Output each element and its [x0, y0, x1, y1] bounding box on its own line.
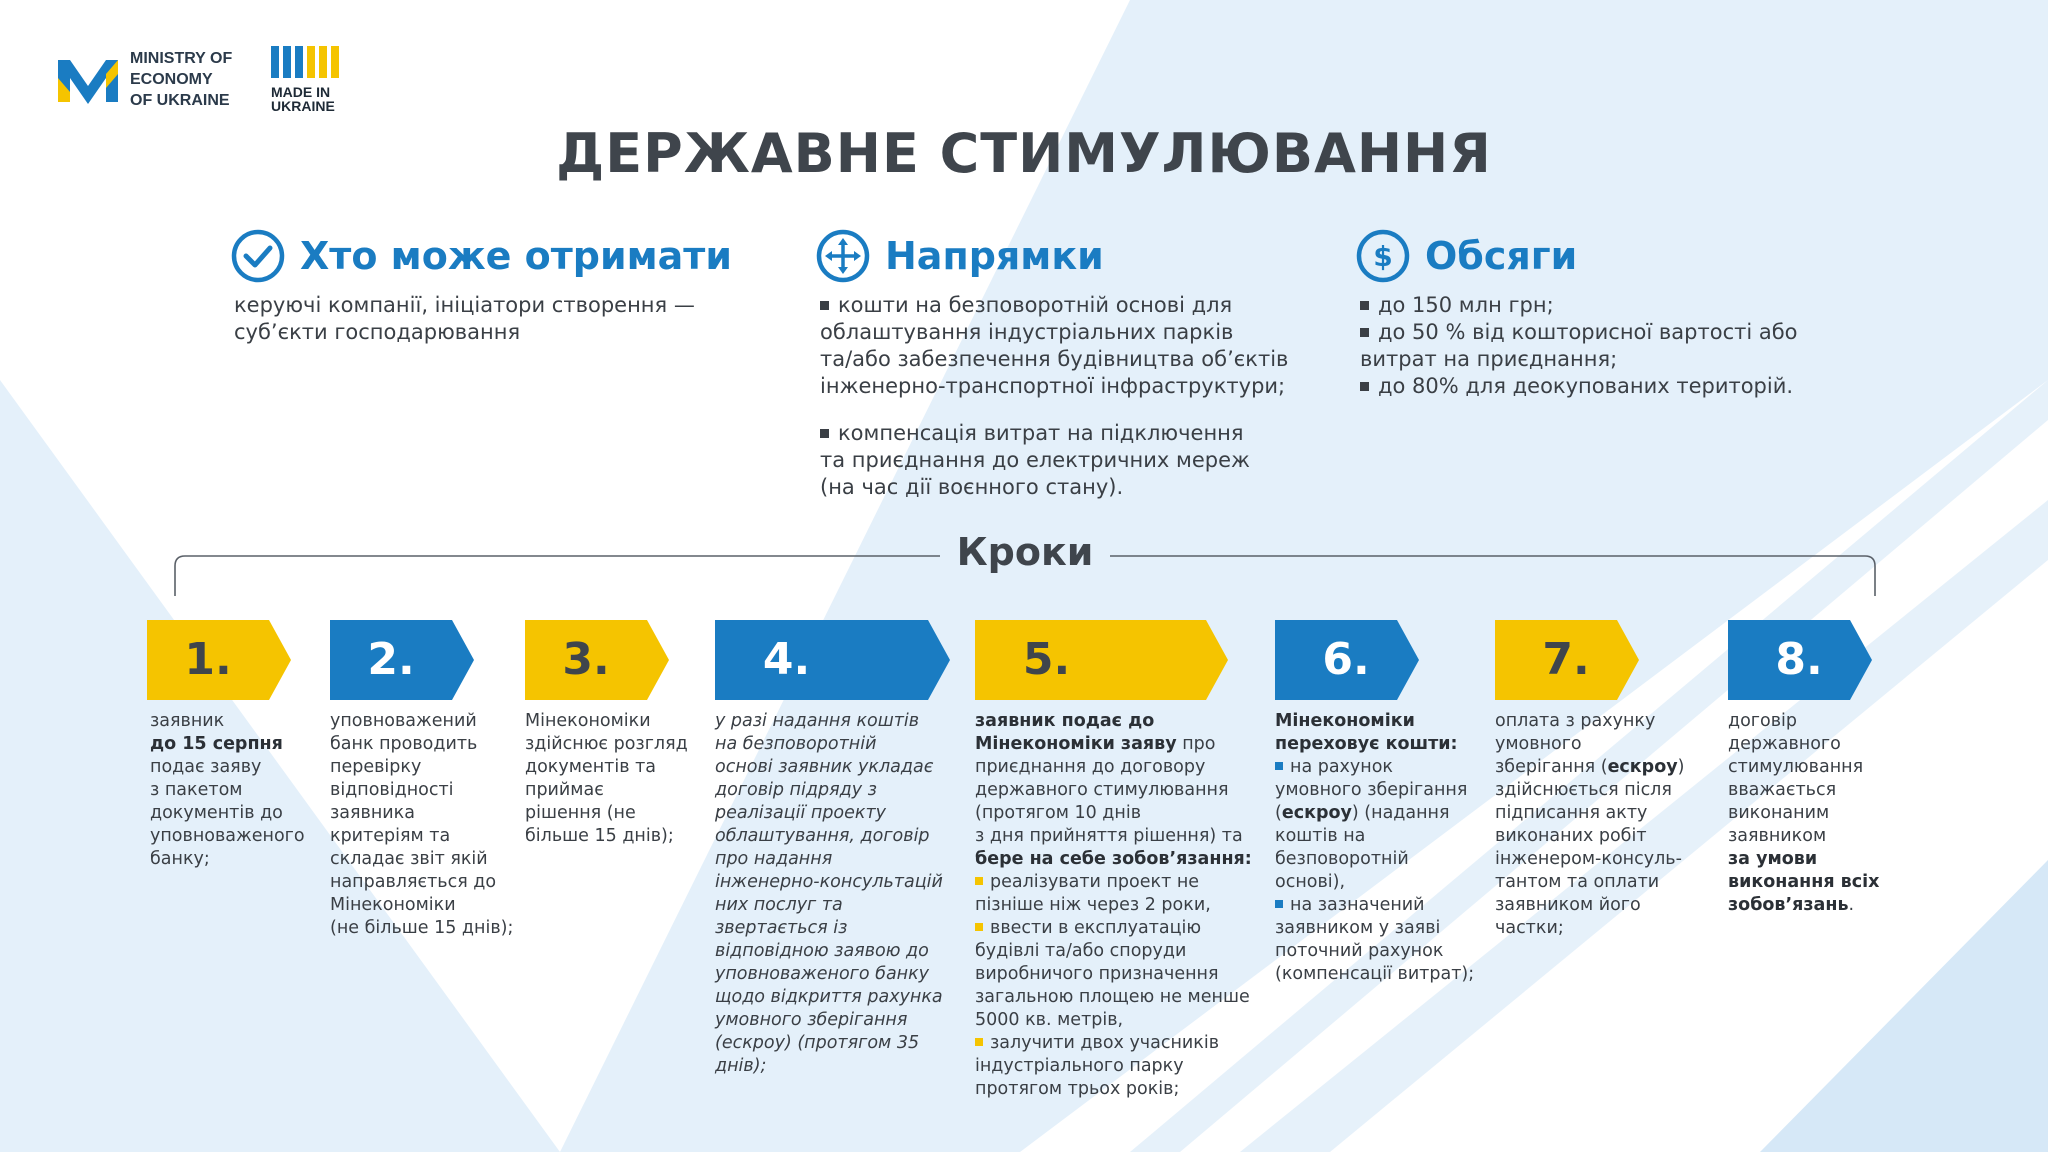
step-8-text: [1728, 710, 1908, 917]
directions-text: [820, 292, 1340, 501]
text-fragment: рішення (не: [525, 803, 636, 823]
text-fragment: коштів на: [1275, 826, 1366, 846]
text-fragment: 5000 кв. метрів,: [975, 1010, 1124, 1030]
step-6-arrow: [1275, 620, 1419, 700]
text-fragment: оплата з рахунку: [1495, 711, 1656, 731]
text-fragment: виконаним: [1728, 803, 1830, 823]
text-fragment: частки;: [1495, 918, 1564, 938]
steps-title: Кроки: [956, 530, 1094, 574]
text-fragment: Мінекономіки: [525, 711, 651, 731]
text-fragment: з дня прийняття рішення) та: [975, 826, 1243, 846]
text-fragment: про надання: [715, 849, 833, 869]
text-fragment: договір підряду з: [715, 780, 877, 800]
text-line: витрат на приєднання;: [1360, 347, 1618, 371]
step-number: 4.: [762, 634, 811, 685]
bullet-square-icon: [1360, 301, 1369, 310]
who-can-receive-header: [230, 228, 732, 284]
text-line: інженерно-транспортної інфраструктури;: [820, 374, 1286, 398]
ministry-of-economy-logo: [56, 48, 260, 111]
text-fragment: вважається: [1728, 780, 1837, 800]
text-fragment: протягом трьох років;: [975, 1079, 1180, 1099]
step-2-text: [330, 710, 520, 940]
text-fragment: ескроу: [1607, 757, 1678, 777]
made-in-ukraine-stripes-icon: [271, 46, 347, 78]
text-fragment: державного: [1728, 734, 1841, 754]
text-fragment: будівлі та/або споруди: [975, 941, 1187, 961]
ministry-m-logo-icon: [56, 52, 120, 108]
text-fragment: облаштування, договір: [715, 826, 930, 846]
text-fragment: (: [1275, 803, 1282, 823]
text-fragment: банку;: [150, 849, 210, 869]
text-fragment: Мінекономіки: [330, 895, 456, 915]
text-fragment: підписання акту: [1495, 803, 1648, 823]
text-fragment: уповноваженого: [150, 826, 305, 846]
text-fragment: днів);: [715, 1056, 767, 1076]
text-fragment: звертається із: [715, 918, 848, 938]
text-fragment: переховує кошти:: [1275, 734, 1458, 754]
ministry-logo-line: ECONOMY: [130, 71, 213, 88]
bullet-blue-icon: [1275, 762, 1283, 770]
text-fragment: перевірку: [330, 757, 422, 777]
step-1-arrow: [147, 620, 291, 700]
step-4-text: [715, 710, 960, 1078]
step-5-arrow: [975, 620, 1228, 700]
volumes-title: Обсяги: [1425, 234, 1578, 278]
text-line: до 50 % від кошторисної вартості або: [1378, 320, 1798, 344]
step-number: 2.: [367, 634, 415, 685]
text-fragment: .: [1848, 895, 1855, 915]
directions-header: [815, 228, 1104, 284]
text-fragment: приєднання до договору: [975, 757, 1206, 777]
text-fragment: загальною площею не менше: [975, 987, 1250, 1007]
step-3-arrow: [525, 620, 669, 700]
step-3-text: [525, 710, 710, 848]
text-fragment: подає заяву: [150, 757, 262, 777]
text-fragment: державного стимулювання: [975, 780, 1229, 800]
text-fragment: зберігання (: [1495, 757, 1608, 777]
ministry-logo-text: [130, 48, 260, 111]
text-fragment: інженерно-консультацій: [715, 872, 943, 892]
text-fragment: здійснює розгляд: [525, 734, 688, 754]
text-fragment: умовного: [1495, 734, 1582, 754]
text-fragment: документів та: [525, 757, 656, 777]
text-fragment: залучити двох учасників: [990, 1033, 1220, 1053]
text-fragment: на безповоротній: [715, 734, 877, 754]
step-number: 6.: [1322, 634, 1370, 685]
step-6-text: [1275, 710, 1485, 986]
step-8-arrow: [1728, 620, 1872, 700]
text-fragment: за умови: [1728, 849, 1818, 869]
text-fragment: реалізації проекту: [715, 803, 887, 823]
text-fragment: інженером-консуль-: [1495, 849, 1682, 869]
directions-paragraph: [820, 292, 1340, 400]
bullet-square-icon: [820, 301, 829, 310]
text-fragment: основі),: [1275, 872, 1346, 892]
step-5-text: [975, 710, 1275, 1101]
text-line: та приєднання до електричних мереж: [820, 448, 1250, 472]
text-fragment: безповоротній: [1275, 849, 1409, 869]
text-fragment: зобов’язань: [1728, 895, 1849, 915]
text-fragment: щодо відкриття рахунка: [715, 987, 943, 1007]
step-2-arrow: [330, 620, 474, 700]
bullet-yellow-icon: [975, 1038, 983, 1046]
text-line: до 80% для деокупованих територій.: [1378, 374, 1794, 398]
who-can-receive-title: Хто може отримати: [300, 234, 732, 278]
text-fragment: відповідною заявою до: [715, 941, 929, 961]
step-7-text: [1495, 710, 1700, 940]
volumes-header: [1355, 228, 1577, 284]
text-fragment: ) (надання: [1351, 803, 1450, 823]
made-in-ukraine-logo: [271, 46, 381, 113]
made-in-line: MADE IN: [271, 84, 331, 100]
ministry-logo-line: MINISTRY OF: [130, 50, 233, 67]
text-fragment: банк проводить: [330, 734, 478, 754]
step-number: 7.: [1542, 634, 1590, 685]
text-fragment: про: [1176, 734, 1216, 754]
step-number: 3.: [562, 634, 610, 685]
who-can-receive-text: [234, 292, 754, 346]
made-in-ukraine-text: [271, 85, 381, 113]
text-fragment: виконаних робіт: [1495, 826, 1647, 846]
text-fragment: направляється до: [330, 872, 497, 892]
text-fragment: тантом та оплати: [1495, 872, 1660, 892]
text-fragment: (не більше 15 днів);: [330, 918, 514, 938]
text-fragment: Мінекономіки заяву: [975, 734, 1177, 754]
bullet-yellow-icon: [975, 877, 983, 885]
directions-paragraph: [820, 420, 1340, 501]
text-fragment: реалізувати проект не: [990, 872, 1200, 892]
volumes-text: [1360, 292, 1880, 400]
bullet-yellow-icon: [975, 923, 983, 931]
text-fragment: поточний рахунок: [1275, 941, 1444, 961]
text-line: кошти на безповоротній основі для: [838, 293, 1233, 317]
text-line: облаштування індустріальних парків: [820, 320, 1234, 344]
text-fragment: критеріям та: [330, 826, 451, 846]
text-fragment: пізніше ніж через 2 роки,: [975, 895, 1211, 915]
checkmark-circle-icon: [230, 228, 286, 284]
text-fragment: договір: [1728, 711, 1797, 731]
text-fragment: умовного зберігання: [1275, 780, 1468, 800]
dollar-circle-icon: [1355, 228, 1411, 284]
step-7-arrow: [1495, 620, 1639, 700]
text-fragment: заявником у заяві: [1275, 918, 1441, 938]
text-fragment: приймає: [525, 780, 604, 800]
step-number: 8.: [1775, 634, 1823, 685]
step-number: 5.: [1022, 634, 1071, 685]
text-fragment: заявником його: [1495, 895, 1641, 915]
text-fragment: (компенсації витрат);: [1275, 964, 1475, 984]
text-fragment: виконання всіх: [1728, 872, 1880, 892]
text-fragment: заявник: [150, 711, 225, 731]
text-fragment: на зазначений: [1290, 895, 1425, 915]
step-4-arrow: [715, 620, 950, 700]
bullet-square-icon: [1360, 382, 1369, 391]
text-fragment: з пакетом: [150, 780, 243, 800]
text-fragment: на рахунок: [1290, 757, 1393, 777]
text-fragment: заявником: [1728, 826, 1827, 846]
text-fragment: уповноважений: [330, 711, 477, 731]
text-line: та/або забезпечення будівництва об’єктів: [820, 347, 1289, 371]
text-fragment: заявника: [330, 803, 415, 823]
text-fragment: заявник подає до: [975, 711, 1155, 731]
directions-arrows-icon: [815, 228, 871, 284]
text-fragment: бере на себе зобов’язання:: [975, 849, 1252, 869]
text-fragment: складає звіт якій: [330, 849, 488, 869]
text-line: керуючі компанії, ініціатори створення —: [234, 293, 695, 317]
step-1-text: [150, 710, 325, 871]
text-fragment: здійснюється після: [1495, 780, 1672, 800]
text-fragment: індустріального парку: [975, 1056, 1184, 1076]
text-fragment: виробничого призначення: [975, 964, 1219, 984]
text-fragment: ввести в експлуатацію: [990, 918, 1202, 938]
text-fragment: Мінекономіки: [1275, 711, 1415, 731]
text-line: (на час дії воєнного стану).: [820, 475, 1124, 499]
text-fragment: основі заявник укладає: [715, 757, 934, 777]
text-line: суб’єкти господарювання: [234, 320, 521, 344]
text-fragment: (протягом 10 днів: [975, 803, 1142, 823]
text-fragment: уповноваженого банку: [715, 964, 930, 984]
text-fragment: документів до: [150, 803, 283, 823]
bullet-square-icon: [1360, 328, 1369, 337]
text-fragment: умовного зберігання: [715, 1010, 908, 1030]
made-in-line: UKRAINE: [271, 98, 335, 114]
step-number: 1.: [184, 634, 232, 685]
directions-title: Напрямки: [885, 234, 1104, 278]
bullet-square-icon: [820, 429, 829, 438]
text-line: до 150 млн грн;: [1378, 293, 1554, 317]
text-fragment: них послуг та: [715, 895, 843, 915]
text-line: компенсація витрат на підключення: [838, 421, 1244, 445]
text-fragment: ескроу: [1281, 803, 1352, 823]
bullet-blue-icon: [1275, 900, 1283, 908]
text-fragment: у разі надання коштів: [715, 711, 920, 731]
svg-text:$: $: [1373, 240, 1393, 273]
text-fragment: ): [1677, 757, 1685, 777]
page-title: ДЕРЖАВНЕ СТИМУЛЮВАННЯ: [556, 122, 1492, 185]
text-fragment: до 15 серпня: [150, 734, 283, 754]
ministry-logo-line: OF UKRAINE: [130, 92, 230, 109]
text-fragment: стимулювання: [1728, 757, 1864, 777]
text-fragment: відповідності: [330, 780, 454, 800]
text-fragment: більше 15 днів);: [525, 826, 674, 846]
text-fragment: (ескроу) (протягом 35: [715, 1033, 920, 1053]
